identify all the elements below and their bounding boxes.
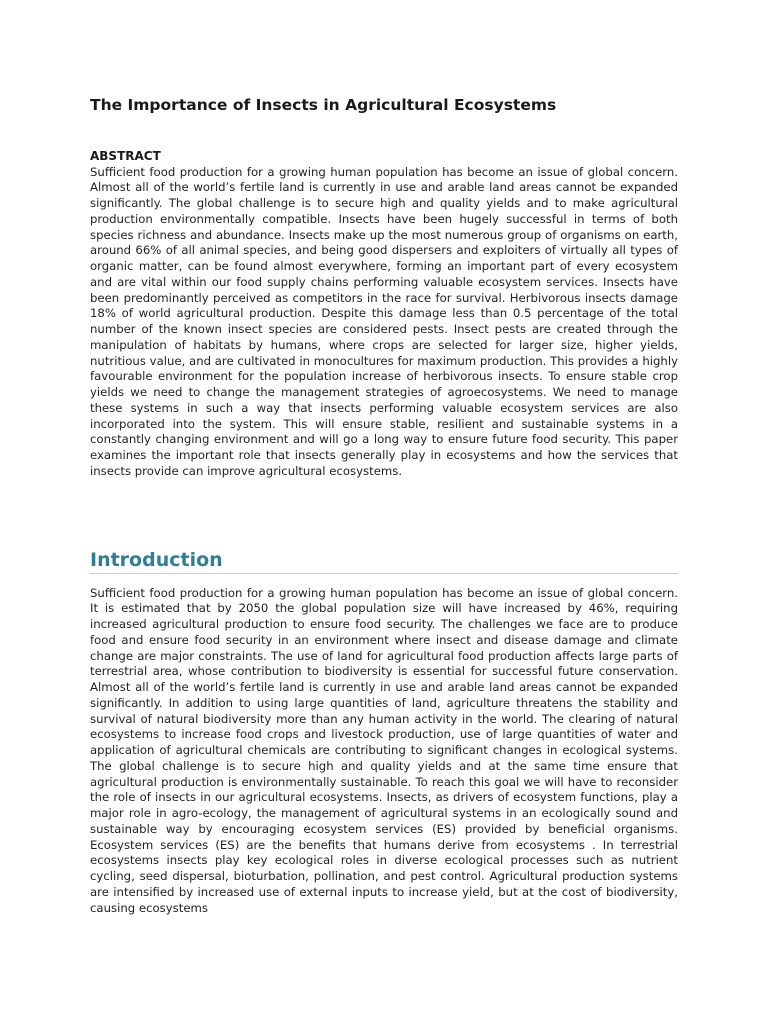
introduction-heading: Introduction: [90, 549, 223, 571]
document-title: The Importance of Insects in Agricultural Ecosystems: [90, 96, 557, 114]
section-divider: [90, 573, 678, 574]
abstract-paragraph: Sufficient food production for a growing human population has become an issue of global concern. Almost all of the world’s fertile land is currently in use and arable land areas cannot be expanded significantly. The global challenge is to secure high and quality yields and to make agricultural production environmentally compatible. Insects have been hugely successful in terms of both species richness and abundance. Insects make up the most numerous group of organisms on earth, around 66% of all animal species, and being good dispersers and exploiters of virtually all types of organic matter, can be found almost everywhere, forming an important part of every ecosystem and are vital within our food supply chains performing valuable ecosystem services. Insects have been predominantly perceived as competitors in the race for survival. Herbivorous insects damage 18% of world agricultural production. Despite this damage less than 0.5 percentage of the total number of the known insect species are considered pests. Insect pests are created through the manipulation of habitats by humans, where crops are selected for larger size, higher yields, nutritious value, and are cultivated in monocultures for maximum production. This provides a highly favourable environment for the population increase of herbivorous insects. To ensure stable crop yields we need to change the management strategies of agroecosystems. We need to manage these systems in such a way that insects performing valuable ecosystem services are also incorporated into the system. This will ensure stable, resilient and sustainable systems in a constantly changing environment and will go a long way to ensure future food security. This paper examines the important role that insects generally play in ecosystems and how the services that insects provide can improve agricultural ecosystems.: [90, 164, 678, 478]
abstract-heading: ABSTRACT: [90, 149, 161, 163]
introduction-paragraph: Sufficient food production for a growing human population has become an issue of global concern. It is estimated that by 2050 the global population size will have increased by 46%, requiring increased agricultural production to ensure food security. The challenges we face are to produce food and ensure food security in an environment where insect and disease damage and climate change are major constraints. The use of land for agricultural food production affects large parts of terrestrial area, whose contribution to biodiversity is essential for successful future conservation. Almost all of the world’s fertile land is currently in use and arable land areas cannot be expanded significantly. In addition to using large quantities of land, agriculture threatens the stability and survival of natural biodiversity more than any human activity in the world. The clearing of natural ecosystems to increase food crops and livestock production, use of large quantities of water and application of agricultural chemicals are contributing to significant changes in ecological systems. The global challenge is to secure high and quality yields and at the same time ensure that agricultural production is environmentally sustainable. To reach this goal we will have to reconsider the role of insects in our agricultural ecosystems. Insects, as drivers of ecosystem functions, play a major role in agro-ecology, the management of agricultural systems in an ecologically sound and sustainable way by encouraging ecosystem services (ES) provided by beneficial organisms. Ecosystem services (ES) are the benefits that humans derive from ecosystems . In terrestrial ecosystems insects play key ecological roles in diverse ecological processes such as nutrient cycling, seed dispersal, bioturbation, pollination, and pest control. Agricultural production systems are intensified by increased use of external inputs to increase yield, but at the cost of biodiversity, causing ecosystems: [90, 585, 678, 915]
